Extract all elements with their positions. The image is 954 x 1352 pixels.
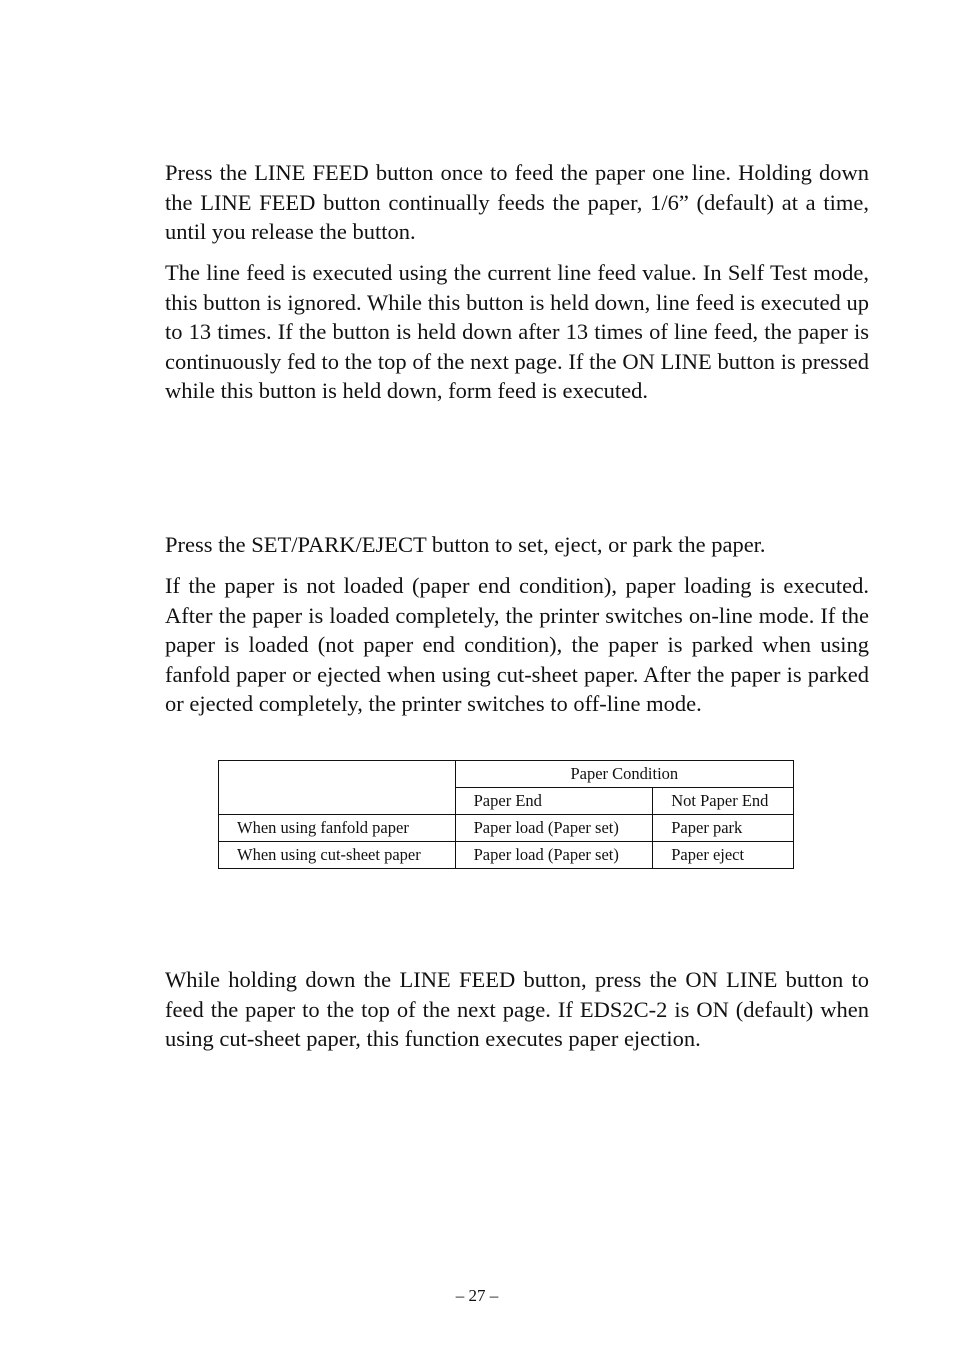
row-label: When using cut-sheet paper [219, 842, 456, 869]
table-row [219, 842, 794, 869]
form-feed-description: While holding down the LINE FEED button, press the ON LINE button to feed the paper to the top of the next page. If EDS2C-2 is ON (default) when using cut-sheet paper, this function executes paper ejection. [165, 967, 869, 1052]
table-header-row [219, 761, 794, 788]
set-park-eject-details: If the paper is not loaded (paper end condition), paper loading is executed. After the paper is loaded completely, the printer switches on-line mode. If the paper is loaded (not paper end condition), the paper is parked when using fanfold paper or ejected when using cut-sheet paper. After the paper is parked or ejected completely, the printer switches to off-line mode. [165, 573, 869, 717]
paper-end-header: Paper End [455, 788, 653, 815]
not-paper-end-cell: Paper park [653, 815, 794, 842]
set-park-eject-description: Press the SET/PARK/EJECT button to set, eject, or park the paper. [165, 532, 766, 557]
paper-end-cell: Paper load (Paper set) [455, 815, 653, 842]
not-paper-end-header: Not Paper End [653, 788, 794, 815]
paper-end-cell: Paper load (Paper set) [455, 842, 653, 869]
paper-condition-table [218, 760, 794, 869]
line-feed-description: Press the LINE FEED button once to feed the paper one line. Holding down the LINE FEED button continually feeds the paper, 1/6” (default) at a time, until you release the button. [165, 160, 869, 245]
table-row [219, 815, 794, 842]
page-number: – 27 – [455, 1286, 499, 1305]
paper-condition-header: Paper Condition [455, 761, 793, 788]
row-label: When using fanfold paper [219, 815, 456, 842]
line-feed-details: The line feed is executed using the current line feed value. In Self Test mode, this button is ignored. While this button is held down, line feed is executed up to 13 times. If the button is held down after 13 times of line feed, the paper is continuously fed to the top of the next page. If the ON LINE button is pressed while this button is held down, form feed is executed. [165, 260, 869, 404]
table-corner-cell [219, 761, 456, 815]
not-paper-end-cell: Paper eject [653, 842, 794, 869]
